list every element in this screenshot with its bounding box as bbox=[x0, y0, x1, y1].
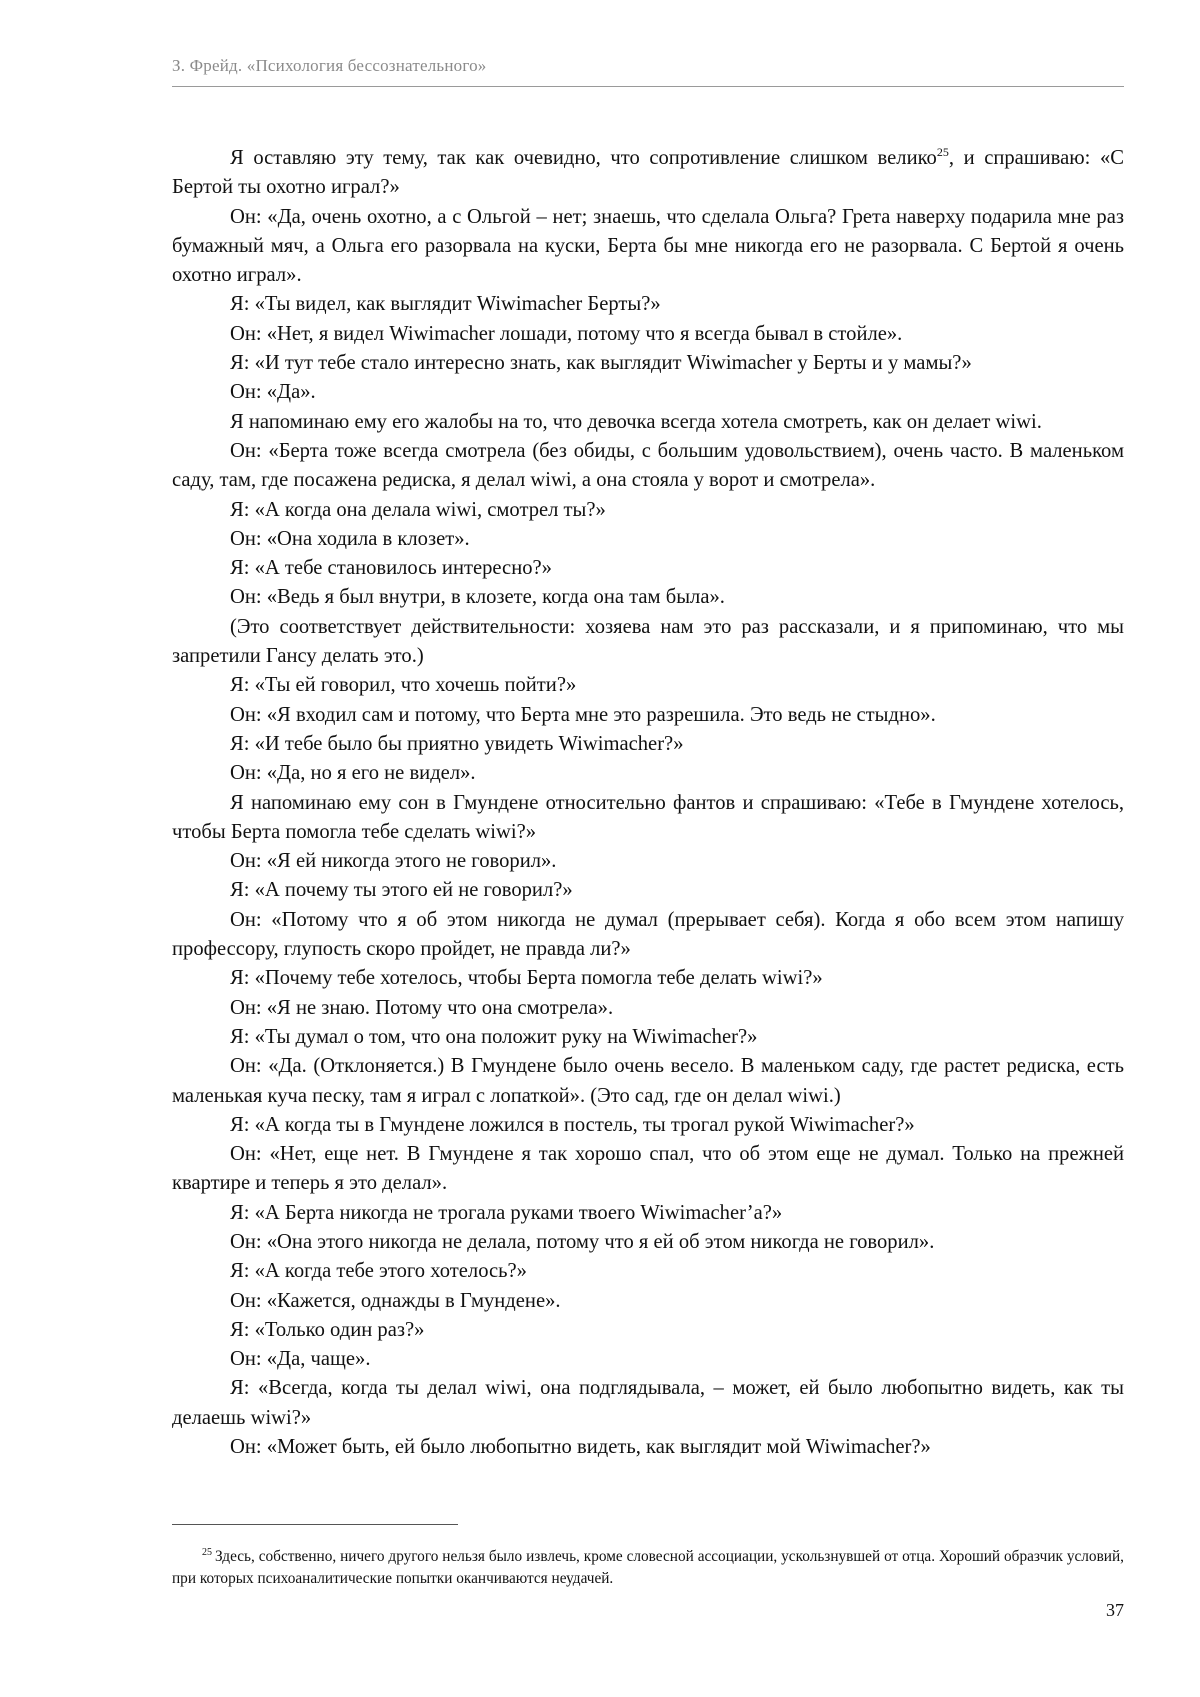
footnote bbox=[172, 1546, 1124, 1590]
body-text bbox=[172, 144, 1124, 1462]
paragraph bbox=[172, 554, 1124, 583]
paragraph-text: Я: «А почему ты этого ей не говорил?» bbox=[230, 879, 573, 902]
footnote-number: 25 bbox=[202, 1547, 212, 1558]
paragraph-text: Он: «Я не знаю. Потому что она смотрела». bbox=[230, 996, 614, 1019]
footnote-text: Здесь, собственно, ничего другого нельзя было извлечь, кроме словесной ассоциации, ускользнувшей от отца. Хороший образчик условий, при которых психоаналитические попытки оканчиваются неудачей. bbox=[172, 1548, 1124, 1587]
paragraph-text: Я: «И тебе было бы приятно увидеть Wiwimacher?» bbox=[230, 732, 684, 755]
paragraph-text: Я: «И тут тебе стало интересно знать, как выглядит Wiwimacher у Берты и у мамы?» bbox=[230, 352, 972, 375]
running-header: З. Фрейд. «Психология бессознательного» bbox=[172, 56, 487, 75]
paragraph bbox=[172, 320, 1124, 349]
paragraph-text: Я: «А тебе становилось интересно?» bbox=[230, 557, 552, 580]
paragraph bbox=[172, 1374, 1124, 1433]
paragraph-text: Он: «Она этого никогда не делала, потому что я ей об этом никогда не говорил». bbox=[230, 1230, 935, 1253]
footnote-divider bbox=[172, 1524, 458, 1525]
page-number: 37 bbox=[1106, 1600, 1124, 1620]
paragraph-text: Он: «Да». bbox=[230, 381, 316, 404]
footnote-reference[interactable]: 25 bbox=[936, 145, 949, 159]
paragraph bbox=[172, 1228, 1124, 1257]
paragraph-text: Он: «Она ходила в клозет». bbox=[230, 527, 470, 550]
paragraph bbox=[172, 964, 1124, 993]
paragraph-text: Он: «Может быть, ей было любопытно видеть, как выглядит мой Wiwimacher?» bbox=[230, 1436, 931, 1459]
paragraph-text: Он: «Да, очень охотно, а с Ольгой – нет; знаешь, что сделала Ольга? Грета наверху подарила мне раз бумажный мяч, а Ольга его разорвала на куски, Берта бы мне никогда его не разорвала. С Бертой я очень охотно играл». bbox=[172, 205, 1124, 287]
paragraph-text: Я: «А Берта никогда не трогала руками твоего Wiwimacher’a?» bbox=[230, 1201, 783, 1224]
paragraph bbox=[172, 437, 1124, 496]
paragraph bbox=[172, 1111, 1124, 1140]
paragraph-text: Он: «Нет, еще нет. В Гмундене я так хорошо спал, что об этом еще не думал. Только на прежней квартире и теперь я это делал». bbox=[172, 1143, 1124, 1195]
paragraph bbox=[172, 525, 1124, 554]
paragraph bbox=[172, 1052, 1124, 1111]
paragraph bbox=[172, 290, 1124, 319]
paragraph-text: Я: «Всегда, когда ты делал wiwi, она подглядывала, – может, ей было любопытно видеть, как ты делаешь wiwi?» bbox=[172, 1377, 1124, 1429]
paragraph bbox=[172, 847, 1124, 876]
paragraph bbox=[172, 759, 1124, 788]
paragraph-text: Он: «Да. (Отклоняется.) В Гмундене было очень весело. В маленьком саду, где растет редиска, есть маленькая куча песку, там я играл с лопаткой». (Это сад, где он делал wiwi.) bbox=[172, 1055, 1124, 1107]
paragraph-text: Я оставляю эту тему, так как очевидно, что сопротивление слишком велико bbox=[230, 147, 937, 169]
paragraph bbox=[172, 1199, 1124, 1228]
paragraph bbox=[172, 1287, 1124, 1316]
paragraph-text: Я напоминаю ему сон в Гмундене относительно фантов и спрашиваю: «Тебе в Гмундене хотелось, чтобы Берта помогла тебе сделать wiwi?» bbox=[172, 791, 1124, 843]
paragraph bbox=[172, 1257, 1124, 1286]
paragraph bbox=[172, 203, 1124, 291]
paragraph-text: Он: «Да, но я его не видел». bbox=[230, 762, 476, 785]
paragraph-text: Я: «Ты думал о том, что она положит руку на Wiwimacher?» bbox=[230, 1025, 758, 1048]
paragraph bbox=[172, 994, 1124, 1023]
paragraph-text: Он: «Берта тоже всегда смотрела (без обиды, с большим удовольствием), очень часто. В маленьком саду, там, где посажена редиска, я делал wiwi, а она стояла у ворот и смотрела». bbox=[172, 439, 1124, 492]
paragraph bbox=[172, 701, 1124, 730]
paragraph bbox=[172, 1433, 1124, 1462]
header-divider bbox=[172, 86, 1124, 87]
paragraph bbox=[172, 1140, 1124, 1199]
paragraph-text: Я: «А когда ты в Гмундене ложился в постель, ты трогал рукой Wiwimacher?» bbox=[230, 1113, 915, 1136]
paragraph-text: Я: «Почему тебе хотелось, чтобы Берта помогла тебе делать wiwi?» bbox=[230, 967, 823, 990]
paragraph bbox=[172, 144, 1124, 203]
paragraph bbox=[172, 876, 1124, 905]
paragraph bbox=[172, 1345, 1124, 1374]
paragraph-text: Я: «Ты видел, как выглядит Wiwimacher Берты?» bbox=[230, 293, 661, 316]
paragraph bbox=[172, 1316, 1124, 1345]
paragraph bbox=[172, 378, 1124, 407]
paragraph bbox=[172, 349, 1124, 378]
paragraph-text: Я: «Ты ей говорил, что хочешь пойти?» bbox=[230, 674, 577, 697]
paragraph-text: Он: «Ведь я был внутри, в клозете, когда она там была». bbox=[230, 586, 725, 609]
paragraph bbox=[172, 408, 1124, 437]
paragraph bbox=[172, 1023, 1124, 1052]
paragraph-text: Я напоминаю ему его жалобы на то, что девочка всегда хотела смотреть, как он делает wiwi. bbox=[230, 410, 1042, 433]
paragraph bbox=[172, 671, 1124, 700]
paragraph-text: Я: «Только один раз?» bbox=[230, 1318, 425, 1341]
paragraph-text: Я: «А когда она делала wiwi, смотрел ты?» bbox=[230, 498, 606, 521]
paragraph-text: (Это соответствует действительности: хозяева нам это раз рассказали, и я припоминаю, что мы запретили Гансу делать это.) bbox=[172, 615, 1124, 668]
paragraph-text: Он: «Я ей никогда этого не говорил». bbox=[230, 850, 557, 873]
paragraph bbox=[172, 789, 1124, 848]
paragraph bbox=[172, 613, 1124, 672]
paragraph-text: Он: «Потому что я об этом никогда не думал (прерывает себя). Когда я обо всем этом напишу профессору, глупость скоро пройдет, не правда ли?» bbox=[172, 908, 1124, 961]
paragraph-text: Он: «Я входил сам и потому, что Берта мне это разрешила. Это ведь не стыдно». bbox=[230, 703, 936, 726]
paragraph bbox=[172, 583, 1124, 612]
paragraph bbox=[172, 906, 1124, 965]
paragraph-text: Он: «Да, чаще». bbox=[230, 1348, 371, 1371]
paragraph-text: Он: «Кажется, однажды в Гмундене». bbox=[230, 1289, 561, 1312]
paragraph-text: Он: «Нет, я видел Wiwimacher лошади, потому что я всегда бывал в стойле». bbox=[230, 322, 903, 345]
paragraph bbox=[172, 730, 1124, 759]
paragraph-text: Я: «А когда тебе этого хотелось?» bbox=[230, 1260, 527, 1283]
paragraph bbox=[172, 496, 1124, 525]
paragraph-text-continued: , и спрашиваю: «С Бертой ты охотно играл?» bbox=[172, 147, 1124, 199]
